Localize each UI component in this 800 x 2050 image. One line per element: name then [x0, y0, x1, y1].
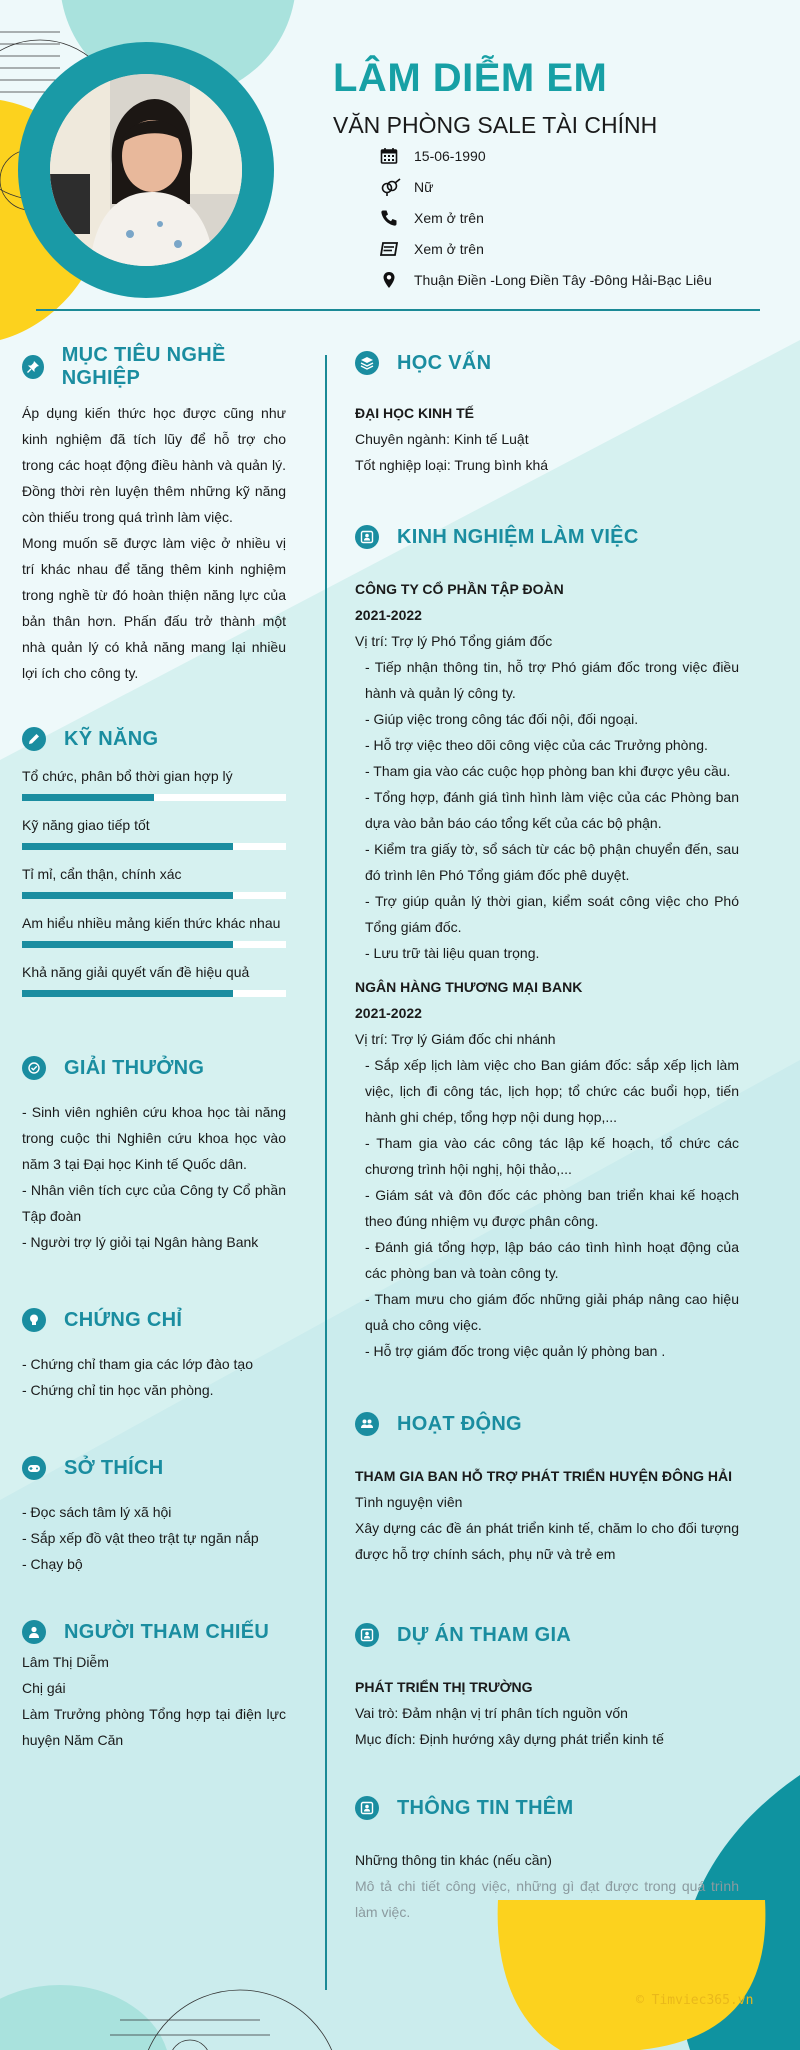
certificates-section [22, 1303, 286, 1403]
extra-info-title: THÔNG TIN THÊM [397, 1796, 574, 1819]
certificates-title: CHỨNG CHỈ [64, 1308, 183, 1331]
job-duty: - Sắp xếp lịch làm việc cho Ban giám đốc: sắp xếp lịch làm việc, lịch đi công tác, lịch họp; tổ chức các buổi họp, tiến hành ghi chép, tổng hợp nội dung họp,... [365, 1057, 739, 1125]
objective-paragraph-1: Áp dụng kiến thức học được cũng như kinh nghiệm đã tích lũy để hỗ trợ cho trong các hoạt động điều hành và quản lý. Đồng thời rèn luyện thêm những kỹ năng còn thiếu trong quá trình làm việc. [22, 405, 286, 525]
reference-relation: Chị gái [22, 1680, 66, 1696]
job-duty: - Tổng hợp, đánh giá tình hình làm việc của các Phòng ban dựa vào bản báo cáo tổng kết của các bộ phận. [365, 789, 739, 831]
awards-title: GIẢI THƯỞNG [64, 1056, 205, 1079]
award-item: - Sinh viên nghiên cứu khoa học tài năng trong cuộc thi Nghiên cứu khoa học vào năm 3 tại Đại học Kinh tế Quốc dân. [22, 1104, 286, 1172]
skill-item [22, 864, 286, 899]
job-title: VĂN PHÒNG SALE TÀI CHÍNH [333, 112, 658, 138]
contact-birthday [380, 140, 712, 171]
project-goal: Mục đích: Định hướng xây dựng phát triển kinh tế [355, 1731, 664, 1747]
activities-section [355, 1407, 739, 1567]
skill-bar-fill [22, 990, 233, 997]
certificate-item: - Chứng chỉ tin học văn phòng. [22, 1382, 214, 1398]
job-duty: - Tham mưu cho giám đốc những giải pháp nâng cao hiệu quả cho công việc. [365, 1291, 739, 1333]
education-major: Chuyên ngành: Kinh tế Luật [355, 431, 529, 447]
pencil-icon [22, 727, 46, 751]
person-icon [22, 1620, 46, 1644]
education-grade: Tốt nghiệp loại: Trung bình khá [355, 457, 549, 473]
reference-position: Làm Trưởng phòng Tổng hợp tại điện lực huyện Năm Căn [22, 1706, 286, 1748]
job-period: 2021-2022 [355, 607, 422, 623]
contact-list [380, 140, 712, 295]
certificate-item: - Chứng chỉ tham gia các lớp đào tạo [22, 1356, 254, 1372]
gamepad-icon [22, 1456, 46, 1480]
hobbies-section [22, 1451, 286, 1577]
skill-item [22, 962, 286, 997]
calendar-icon [380, 147, 414, 165]
job-duty: - Tham gia vào các công tác lập kế hoạch, tổ chức các chương trình hội nghị, hội thảo,... [365, 1135, 739, 1177]
education-title: HỌC VẤN [397, 351, 492, 374]
contact-birthday-text: 15-06-1990 [414, 147, 486, 164]
job-duty: - Tham gia vào các cuộc họp phòng ban khi được yêu cầu. [365, 763, 731, 779]
activities-title: HOẠT ĐỘNG [397, 1412, 522, 1435]
project-name: PHÁT TRIỂN THỊ TRƯỜNG [355, 1679, 533, 1695]
skill-bar [22, 843, 286, 850]
extra-info-section [355, 1791, 739, 1925]
avatar-ring [18, 42, 274, 298]
skill-bar [22, 794, 286, 801]
objective-section [22, 344, 286, 686]
hobby-item: - Chạy bộ [22, 1556, 83, 1572]
skill-label: Tỉ mỉ, cẩn thận, chính xác [22, 866, 182, 882]
location-icon [380, 271, 414, 289]
job-duty: - Kiểm tra giấy tờ, sổ sách từ các bộ phận chuyển đến, sau đó trình lên Phó Tổng giám đốc phê duyệt. [365, 841, 739, 883]
contact-email-text: Xem ở trên [414, 240, 484, 257]
activity-organization: THAM GIA BAN HỖ TRỢ PHÁT TRIỂN HUYỆN ĐÔNG HẢI [355, 1468, 732, 1484]
skill-item [22, 766, 286, 801]
avatar [50, 74, 242, 266]
skill-bar-fill [22, 892, 233, 899]
contact-phone-text: Xem ở trên [414, 209, 484, 226]
contact-address [380, 264, 712, 295]
activity-role: Tình nguyện viên [355, 1494, 463, 1510]
activity-description: Xây dựng các đề án phát triển kinh tế, chăm lo cho đối tượng được hỗ trợ chính sách, phụ nữ và trẻ em [355, 1520, 739, 1562]
phone-icon [380, 209, 414, 227]
job-position: Vị trí: Trợ lý Giám đốc chi nhánh [355, 1031, 556, 1047]
job-duty: - Tiếp nhận thông tin, hỗ trợ Phó giám đốc trong việc điều hành và quản lý công ty. [365, 659, 739, 701]
watermark: © Timviec365.vn [636, 1993, 754, 2008]
skill-bar-fill [22, 941, 233, 948]
reference-name: Lâm Thị Diễm [22, 1654, 109, 1670]
experience-section [355, 520, 739, 1364]
contact-address-text: Thuận Điền -Long Điền Tây -Đông Hải-Bạc Liêu [414, 271, 712, 288]
skill-label: Am hiểu nhiều mảng kiến thức khác nhau [22, 915, 281, 931]
skills-list [22, 766, 286, 997]
company-name: CÔNG TY CỔ PHẦN TẬP ĐOÀN [355, 581, 564, 597]
job-duty: - Giám sát và đôn đốc các phòng ban triển khai kế hoạch theo đúng nhiệm vụ được phân công. [365, 1187, 739, 1229]
skill-item [22, 913, 286, 948]
references-section [22, 1615, 286, 1753]
bulb-icon [22, 1308, 46, 1332]
projects-section [355, 1618, 739, 1752]
id-card-icon [355, 1796, 379, 1820]
job-duty: - Giúp việc trong công tác đối nội, đối ngoại. [365, 711, 639, 727]
profile-photo [50, 74, 242, 266]
job-position: Vị trí: Trợ lý Phó Tổng giám đốc [355, 633, 553, 649]
job-duty: - Lưu trữ tài liệu quan trọng. [365, 945, 540, 961]
job-duty: - Trợ giúp quản lý thời gian, kiểm soát công việc cho Phó Tổng giám đốc. [365, 893, 739, 935]
gender-icon [380, 178, 414, 196]
pin-icon [22, 355, 44, 379]
skills-section [22, 722, 286, 1011]
skill-label: Khả năng giải quyết vấn đề hiệu quả [22, 964, 250, 980]
group-icon [355, 1412, 379, 1436]
skill-bar [22, 941, 286, 948]
job-duty: - Hỗ trợ việc theo dõi công việc của các Trưởng phòng. [365, 737, 708, 753]
extra-info-subtitle: Những thông tin khác (nếu cần) [355, 1852, 552, 1868]
company-name: NGÂN HÀNG THƯƠNG MẠI BANK [355, 979, 583, 995]
hobbies-title: SỞ THÍCH [64, 1456, 164, 1479]
skill-bar-fill [22, 843, 233, 850]
header-divider [36, 309, 760, 311]
hobby-item: - Đọc sách tâm lý xã hội [22, 1504, 172, 1520]
skill-label: Kỹ năng giao tiếp tốt [22, 817, 150, 833]
objective-paragraph-2: Mong muốn sẽ được làm việc ở nhiều vị trí khác nhau để tăng thêm kinh nghiệm trong nghề từ đó hoàn thiện năng lực của bản thân hơn. Phấn đấu trở thành một nhà quản lý có khả năng mang lại nhiều lợi ích cho công ty. [22, 535, 286, 681]
job-period: 2021-2022 [355, 1005, 422, 1021]
award-item: - Người trợ lý giỏi tại Ngân hàng Bank [22, 1234, 259, 1250]
projects-title: DỰ ÁN THAM GIA [397, 1623, 572, 1646]
layers-icon [355, 351, 379, 375]
contact-email [380, 233, 712, 264]
candidate-name: LÂM DIỄM EM [333, 56, 608, 100]
awards-section [22, 1051, 286, 1255]
skills-title: KỸ NĂNG [64, 727, 159, 750]
contact-phone [380, 202, 712, 233]
skill-bar-fill [22, 794, 154, 801]
references-title: NGƯỜI THAM CHIẾU [64, 1620, 270, 1643]
objective-title: MỤC TIÊU NGHỀ NGHIỆP [61, 344, 226, 389]
job-duty: - Hỗ trợ giám đốc trong việc quản lý phòng ban . [365, 1343, 666, 1359]
contact-gender [380, 171, 712, 202]
email-icon [380, 240, 414, 258]
id-card-icon [355, 525, 379, 549]
extra-info-description: Mô tả chi tiết công việc, những gì đạt được trong quá trình làm việc. [355, 1878, 739, 1920]
award-item: - Nhân viên tích cực của Công ty Cổ phần Tập đoàn [22, 1182, 286, 1224]
skill-label: Tổ chức, phân bổ thời gian hợp lý [22, 768, 233, 784]
contact-gender-text: Nữ [414, 178, 434, 195]
skill-item [22, 815, 286, 850]
award-icon [22, 1056, 46, 1080]
experience-title: KINH NGHIỆM LÀM VIỆC [397, 525, 639, 548]
school-name: ĐẠI HỌC KINH TẾ [355, 405, 474, 421]
id-card-icon [355, 1623, 379, 1647]
column-divider [325, 355, 327, 1990]
skill-bar [22, 990, 286, 997]
job-duty: - Đánh giá tổng hợp, lập báo cáo tình hình hoạt động của các phòng ban và toàn công ty. [365, 1239, 739, 1281]
hobby-item: - Sắp xếp đồ vật theo trật tự ngăn nắp [22, 1530, 259, 1546]
skill-bar [22, 892, 286, 899]
education-section [355, 346, 739, 478]
project-role: Vai trò: Đảm nhận vị trí phân tích nguồn vốn [355, 1705, 628, 1721]
